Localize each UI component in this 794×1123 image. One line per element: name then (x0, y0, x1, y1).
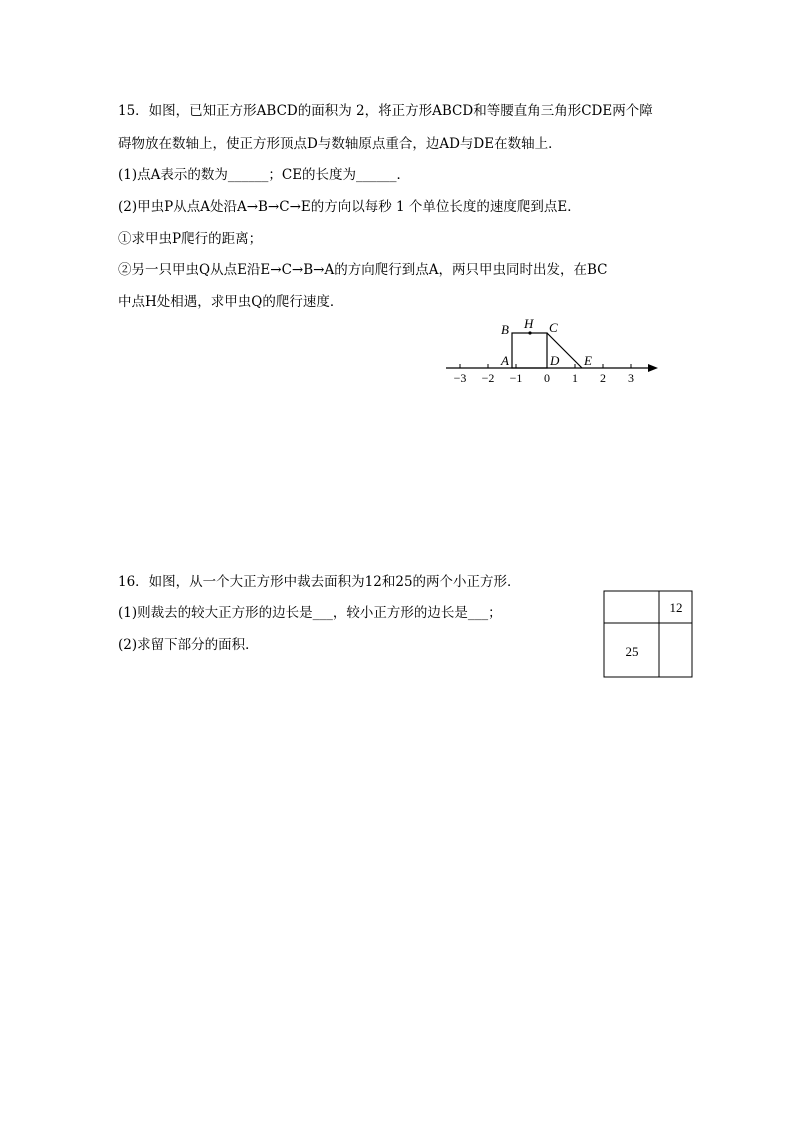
tick-label: 0 (544, 371, 550, 385)
midpoint-h-dot (528, 331, 531, 334)
q15-part-2-sub-2-cont: 中点H处相遇，求甲虫Q的爬行速度． (118, 294, 344, 310)
q15-part-1: (1)点A表示的数为______；CE的长度为______． (118, 167, 411, 183)
small-square-area: 12 (669, 600, 683, 615)
tick-label: −1 (509, 371, 523, 385)
q15-stem-line-2: 碍物放在数轴上，使正方形顶点D与数轴原点重合，边AD与DE在数轴上． (118, 136, 562, 152)
label-h: H (524, 316, 534, 331)
q15-number-line-figure (440, 315, 665, 390)
label-d: D (550, 353, 560, 368)
axis-ticks (460, 364, 631, 368)
q15-part-2-sub-2: ②另一只甲虫Q从点E沿E→C→B→A的方向爬行到点A，两只甲虫同时出发，在BC (118, 262, 608, 278)
q16-part-1: (1)则裁去的较大正方形的边长是___，较小正方形的边长是___； (118, 605, 502, 621)
label-c: C (549, 320, 558, 335)
tick-label: 2 (600, 371, 606, 385)
q15-stem-line-1: 15．如图，已知正方形ABCD的面积为 2，将正方形ABCD和等腰直角三角形CDE两个障 (118, 103, 653, 119)
label-b: B (501, 322, 509, 337)
tick-label: 3 (628, 371, 634, 385)
large-square-area: 25 (625, 644, 639, 659)
tick-label: −2 (481, 371, 495, 385)
q16-part-2: (2)求留下部分的面积． (118, 637, 259, 653)
label-e: E (584, 353, 592, 368)
q15-part-2-sub-1: ①求甲虫P爬行的距离； (118, 231, 263, 247)
q15-part-2: (2)甲虫P从点A处沿A→B→C→E的方向以每秒 1 个单位长度的速度爬到点E． (118, 199, 581, 215)
tick-label: 1 (572, 371, 578, 385)
label-a: A (501, 353, 509, 368)
q16-squares-figure (600, 588, 696, 680)
tick-label: −3 (453, 371, 467, 385)
square-abcd (512, 333, 547, 368)
q16-stem: 16．如图，从一个大正方形中裁去面积为12和25的两个小正方形． (118, 574, 521, 590)
